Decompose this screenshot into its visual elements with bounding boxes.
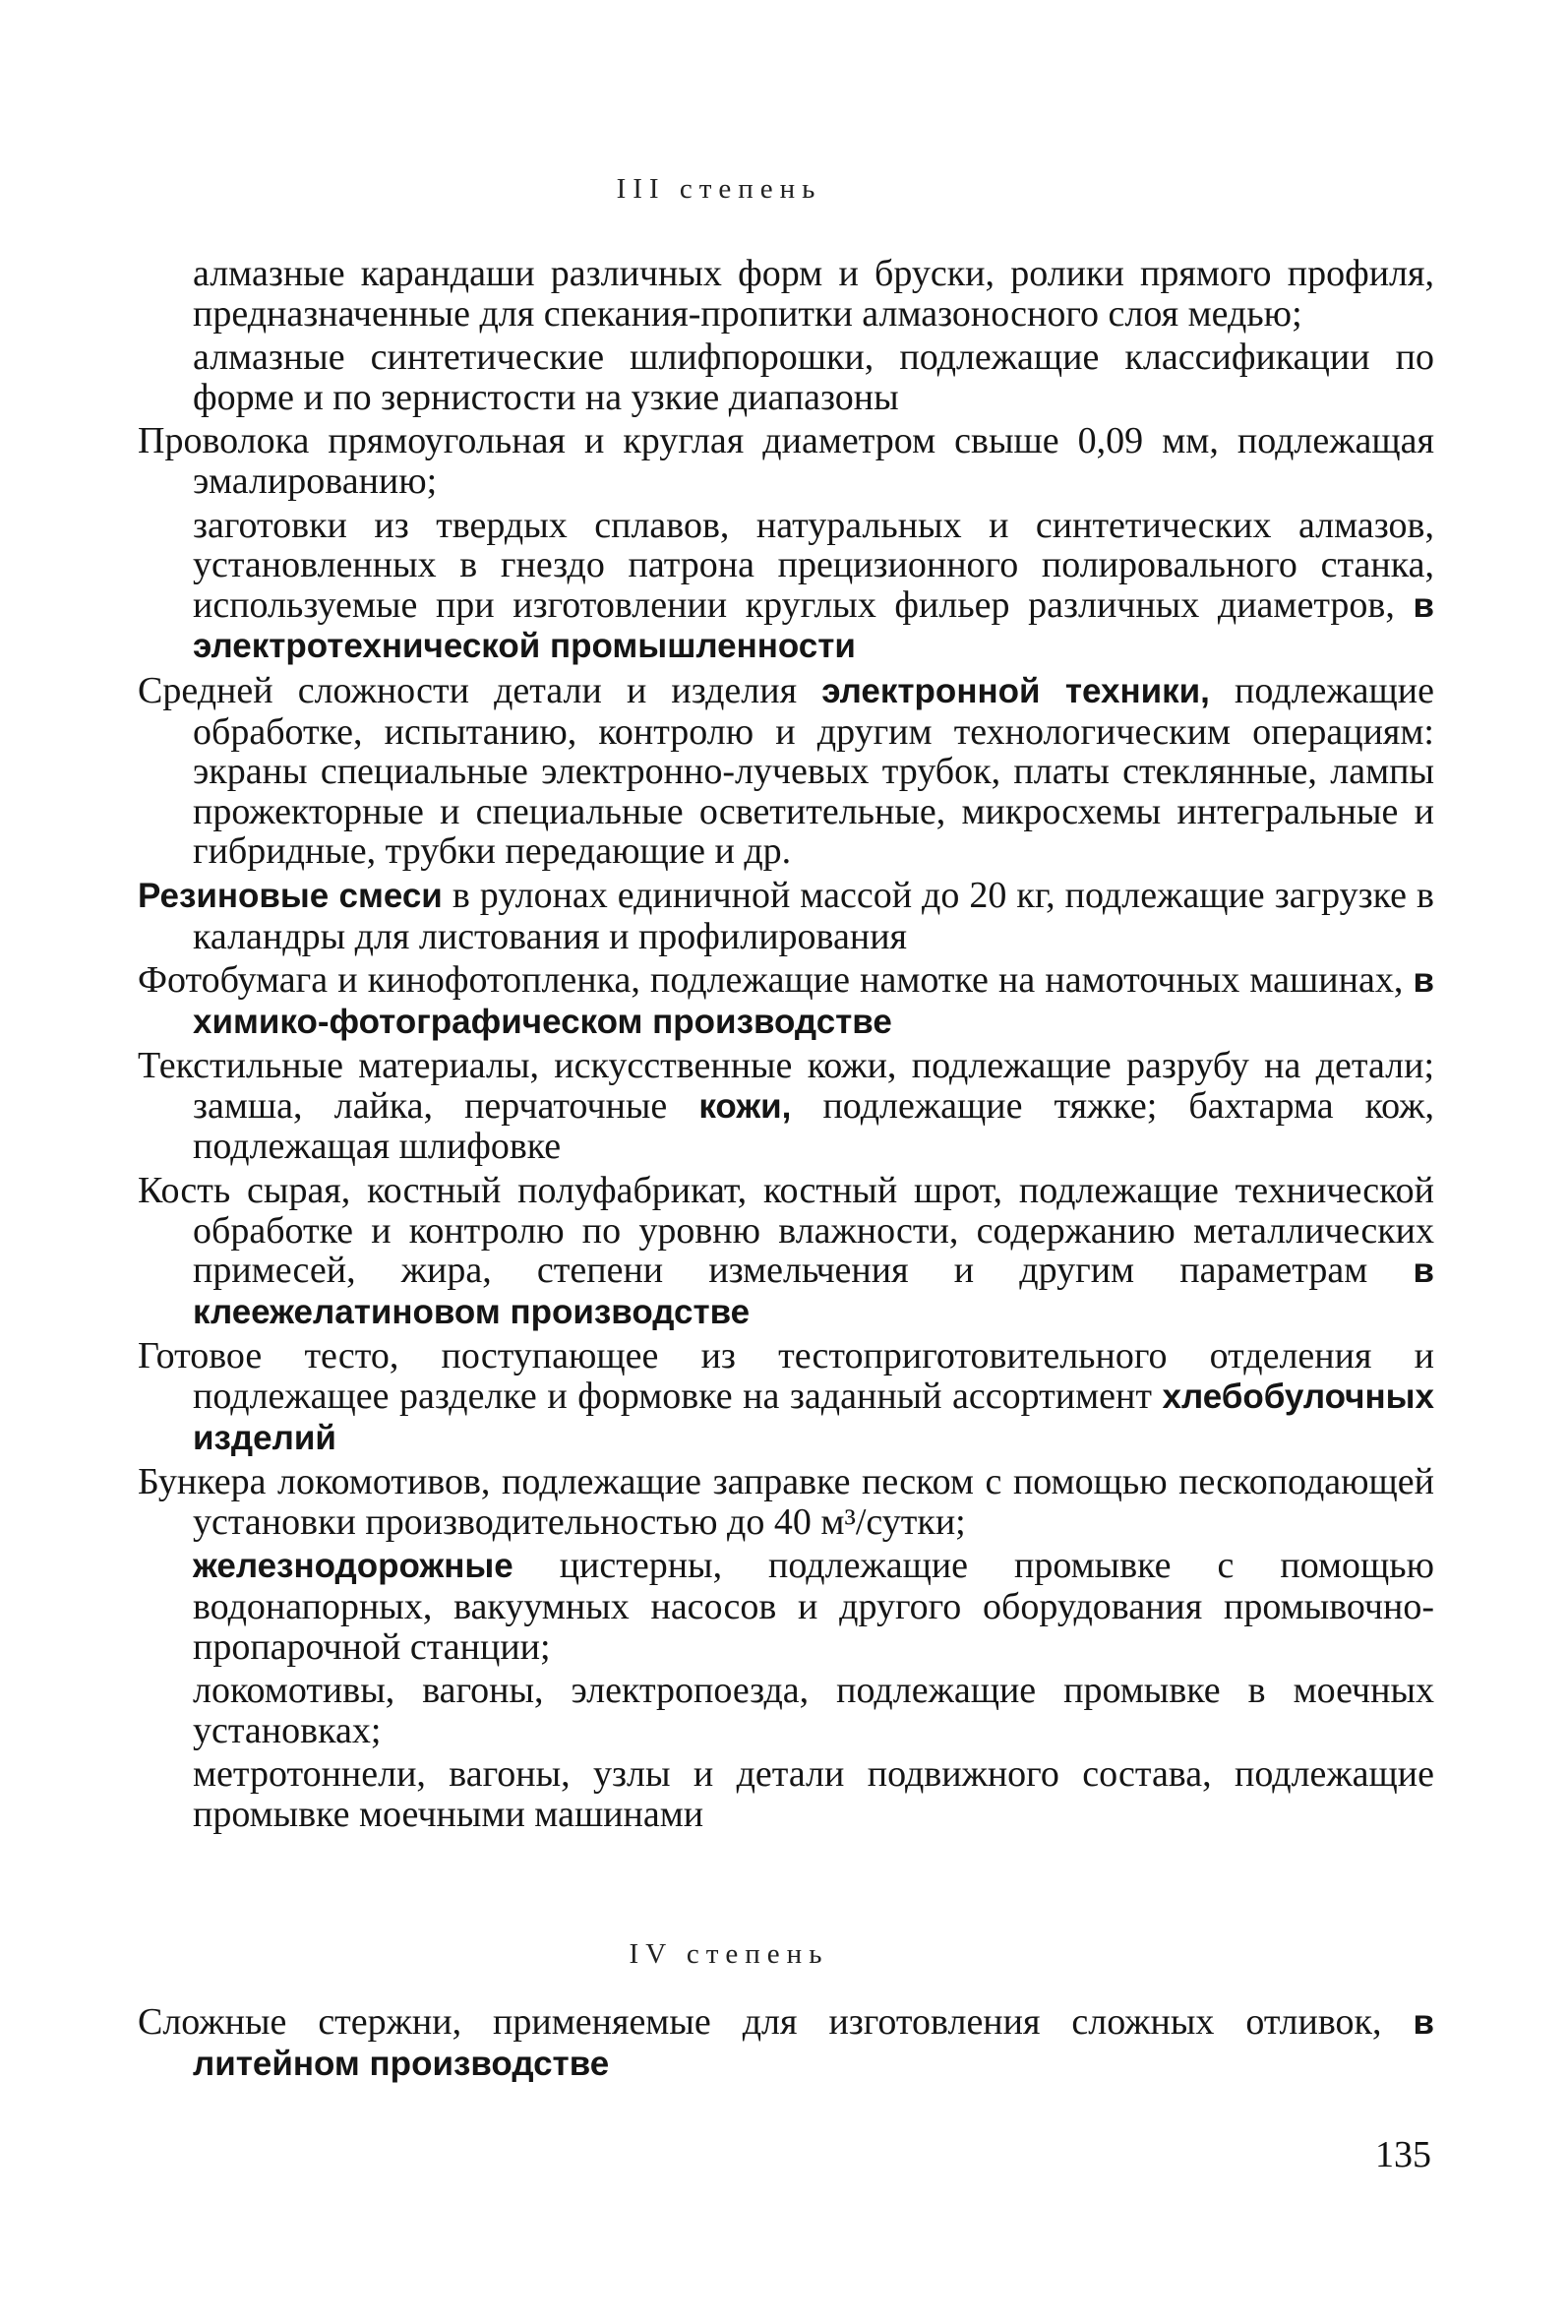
text: Средней сложности детали и изделия (138, 669, 822, 711)
list-item (138, 960, 1434, 1042)
list-item (138, 1336, 1434, 1458)
bold-text: железнодорожные (193, 1547, 513, 1586)
bold-text: кожи, (698, 1086, 792, 1126)
bold-text: в клеежелатиновом производстве (193, 1252, 1434, 1331)
bold-text: Резиновые смеси (138, 876, 443, 915)
text: Готовое тесто, поступающее из тестоприготовительного отделения и подлежащее разделке и формовке на заданный ассортимент (138, 1335, 1434, 1418)
sub-item (138, 1754, 1434, 1834)
sub-item (138, 1546, 1434, 1667)
bold-text: хлебобулочных изделий (193, 1377, 1434, 1457)
text: заготовки из твердых сплавов, натуральных и синтетических алмазов, установленных в гнездо патрона прецизионного полировального станка, используемые при изготовлении круглых фильер различных диаметров, (193, 504, 1434, 626)
list-item (138, 671, 1434, 872)
text: Фотобумага и кинофотопленка, подлежащие намотке на намоточных машинах, (138, 959, 1414, 1002)
text: метротоннели, вагоны, узлы и детали подвижного состава, подлежащие промывке моечными машинами (193, 1753, 1434, 1835)
bold-text: в химико-фотографическом производстве (193, 961, 1434, 1041)
text: Текстильные материалы, искусственные кожи, подлежащие разрубу на детали; замша, лайка, перчаточные (138, 1045, 1434, 1127)
list-item (138, 421, 1434, 501)
text: цистерны, подлежащие промывке с помощью водонапорных, вакуумных насосов и другого оборудования промывочно-пропарочной станции; (193, 1545, 1434, 1668)
bold-text: в литейном производстве (193, 2003, 1434, 2083)
text: в рулонах единичной массой до 20 кг, подлежащие загрузке в каландры для листования и профилирования (193, 874, 1434, 957)
list-item (138, 2002, 1434, 2084)
text: алмазные синтетические шлифпорошки, подлежащие классификации по форме и по зернистости на узкие диапазоны (193, 336, 1434, 418)
list-item (138, 876, 1434, 956)
sub-item (138, 1671, 1434, 1750)
text: локомотивы, вагоны, электропоезда, подлежащие промывке в моечных установках; (193, 1670, 1434, 1751)
list-item (138, 1171, 1434, 1332)
sub-item (138, 506, 1434, 667)
section-heading-iii: III степень (616, 173, 822, 205)
text: алмазные карандаши различных форм и бруски, ролики прямого профиля, предназначенные для спекания-пропитки алмазоносного слоя медью; (193, 253, 1434, 335)
bold-text: электронной техники, (821, 671, 1210, 710)
list-item (138, 1046, 1434, 1167)
text: Сложные стержни, применяемые для изготовления сложных отливок, (138, 2001, 1414, 2043)
list-item (138, 1462, 1434, 1542)
text: подлежащие тяжке; бахтарма кож, подлежащая шлифовке (193, 1084, 1434, 1168)
page-number: 135 (1375, 2134, 1431, 2175)
text: Проволока прямоугольная и круглая диаметром свыше 0,09 мм, подлежащая эмалированию; (138, 420, 1434, 502)
sub-item (138, 254, 1434, 334)
bold-text: в электротехнической промышленности (193, 585, 1434, 666)
sub-item (138, 337, 1434, 417)
section-heading-iv: IV степень (629, 1938, 829, 1970)
text: подлежащие обработке, испытанию, контролю и другим технологическим операциям: экраны специальные электронно-лучевых трубок, платы стеклянные, лампы прожекторные и специальные осветительные, микросхемы интегральные и гибридные, трубки передающие и др. (193, 669, 1434, 873)
section-body-iii (138, 254, 1434, 1835)
section-body-iv (138, 2002, 1434, 2084)
text: Бункера локомотивов, подлежащие заправке песком с помощью пескоподающей установки производительностью до 40 м³/сутки; (138, 1461, 1434, 1543)
text: Кость сырая, костный полуфабрикат, костный шрот, подлежащие технической обработке и контролю по уровню влажности, содержанию металлических примесей, жира, степени измельчения и другим параметрам (138, 1170, 1434, 1292)
